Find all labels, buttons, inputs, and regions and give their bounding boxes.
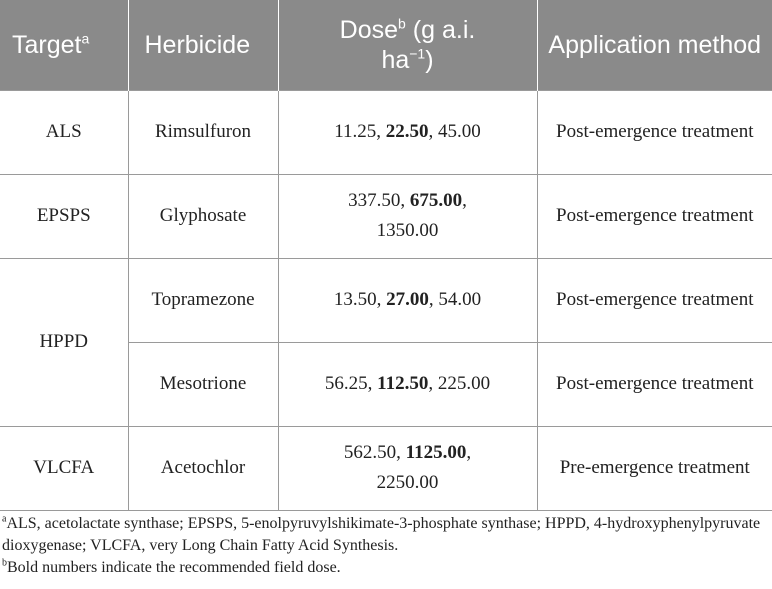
cell-target: EPSPS (0, 174, 128, 258)
cell-method: Post-emergence treatment (537, 90, 772, 174)
cell-method: Post-emergence treatment (537, 174, 772, 258)
cell-method: Post-emergence treatment (537, 342, 772, 426)
header-target-label: Target (12, 30, 82, 59)
dose-recommended: 22.50 (385, 121, 429, 142)
cell-herbicide: Mesotrione (128, 342, 278, 426)
header-row (0, 0, 772, 90)
dose-low: 562.50, (343, 442, 406, 463)
header-application-label: Application method (548, 30, 762, 59)
table-row (0, 90, 772, 174)
cell-herbicide: Glyphosate (128, 174, 278, 258)
dose-low: 13.50, (333, 289, 387, 310)
dose-high: , 1350.00 (376, 190, 467, 241)
cell-target: HPPD (0, 258, 128, 426)
header-dose-unit-ha: ha (381, 45, 410, 74)
footnote-a (2, 513, 770, 557)
header-target (0, 0, 128, 90)
footnote-a-text: ALS, acetolactate synthase; EPSPS, 5-enolpyruvylshikimate-3-phosphate synthase; HPPD, 4-hydroxyphenylpyruvate dioxygenase; VLCFA, very Long Chain Fatty Acid Synthesis. (2, 515, 761, 554)
cell-method: Pre-emergence treatment (537, 426, 772, 510)
dose-high: , 54.00 (428, 289, 482, 310)
header-herbicide-label: Herbicide (144, 30, 251, 59)
dose-recommended: 675.00 (409, 190, 463, 211)
header-target-footnote-mark: a (81, 30, 90, 47)
header-application-method (537, 0, 772, 90)
header-dose-unit-close: ) (425, 45, 434, 74)
header-dose-unit-exponent: −1 (409, 45, 426, 62)
cell-target: ALS (0, 90, 128, 174)
dose-high: , 225.00 (428, 373, 491, 394)
header-dose (278, 0, 537, 90)
header-herbicide (128, 0, 278, 90)
footnote-a-mark: a (2, 513, 7, 525)
table-body (0, 90, 772, 510)
header-dose-footnote-mark: b (398, 15, 406, 32)
dose-recommended: 112.50 (377, 373, 429, 394)
footnote-b (2, 557, 770, 579)
dose-high: , 2250.00 (376, 442, 472, 493)
table-row (0, 174, 772, 258)
header-dose-unit: (g a.i. (405, 15, 476, 44)
table-row (0, 258, 772, 342)
table-header (0, 0, 772, 90)
cell-dose (278, 426, 537, 510)
header-dose-label: Dose (339, 15, 399, 44)
dose-low: 11.25, (334, 121, 386, 142)
footnote-b-mark: b (2, 557, 7, 569)
cell-herbicide: Acetochlor (128, 426, 278, 510)
table-row (0, 426, 772, 510)
cell-herbicide: Rimsulfuron (128, 90, 278, 174)
cell-dose (278, 342, 537, 426)
cell-dose (278, 90, 537, 174)
dose-recommended: 27.00 (386, 289, 429, 310)
dose-high: , 45.00 (428, 121, 481, 142)
table-footnotes (2, 513, 770, 579)
cell-dose (278, 258, 537, 342)
dose-recommended: 1125.00 (405, 442, 467, 463)
cell-method: Post-emergence treatment (537, 258, 772, 342)
cell-dose (278, 174, 537, 258)
cell-target: VLCFA (0, 426, 128, 510)
dose-low: 56.25, (324, 373, 378, 394)
dose-low: 337.50, (348, 190, 410, 211)
cell-herbicide: Topramezone (128, 258, 278, 342)
footnote-b-text: Bold numbers indicate the recommended field dose. (7, 559, 341, 576)
